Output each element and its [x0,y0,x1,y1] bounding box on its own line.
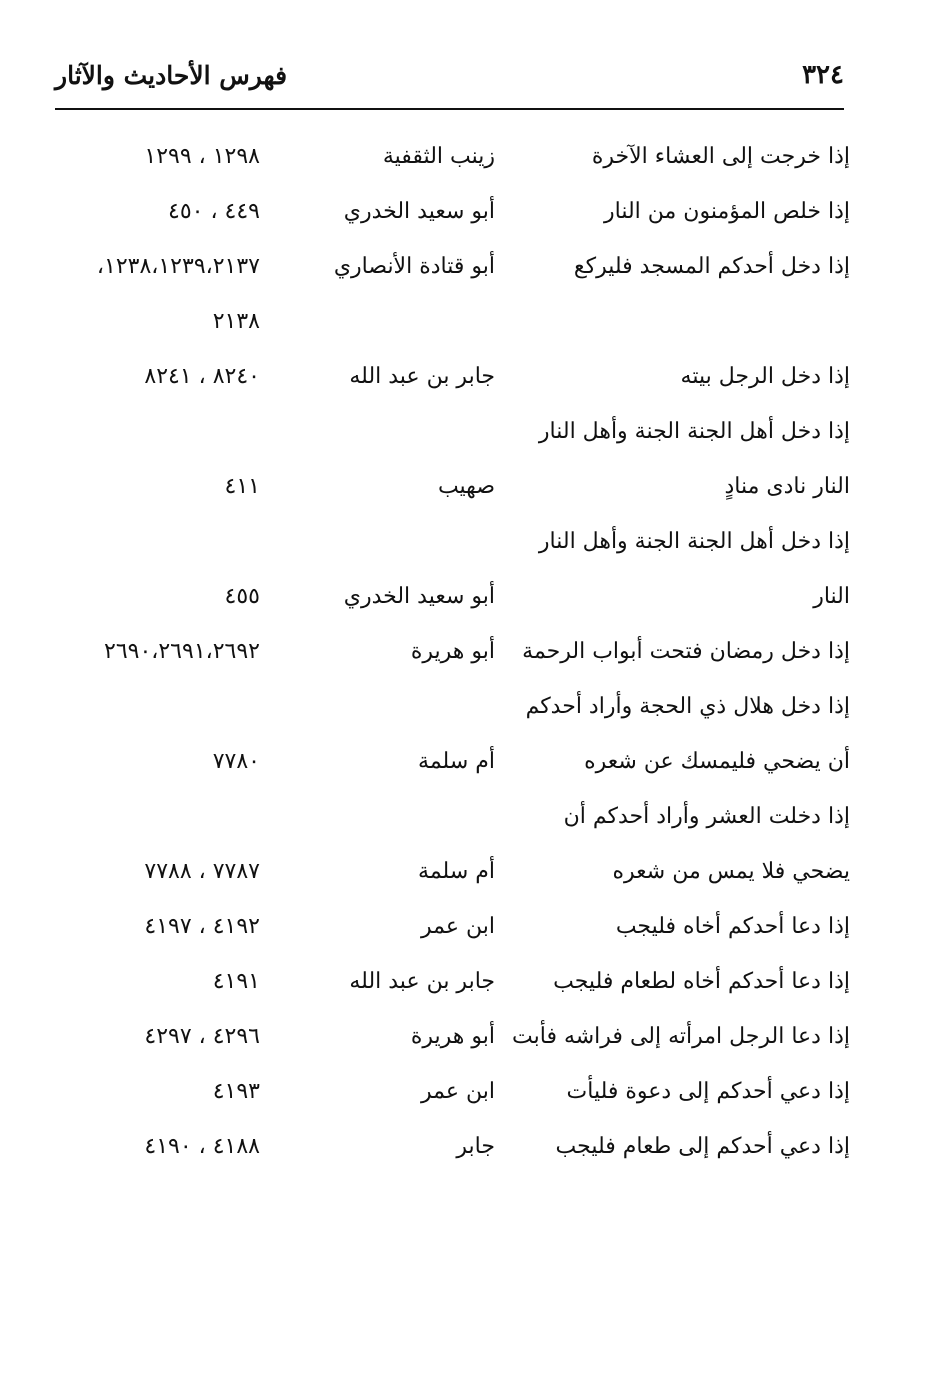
reference-numbers: ٤١٩٣ [212,1079,260,1104]
reference-numbers: ٤١٨٨ ، ٤١٩٠ [144,1134,260,1159]
index-entry [0,736,932,791]
narrator-name: أم سلمة [418,859,495,884]
page-number: ٣٢٤ [802,60,844,90]
index-entry [0,1121,932,1176]
index-entry [0,516,932,571]
hadith-text: إذا خرجت إلى العشاء الآخرة [591,144,850,169]
narrator-name: صهيب [437,474,495,499]
narrator-name: زينب الثقفية [382,144,495,169]
header-rule [55,108,844,110]
hadith-text: إذا دخل أهل الجنة الجنة وأهل النار [538,529,850,554]
index-entry [0,846,932,901]
index-entry [0,571,932,626]
index-entry [0,901,932,956]
page-header [55,52,844,98]
hadith-text: إذا دخل أحدكم المسجد فليركع [573,254,850,279]
reference-numbers: ٧٧٨٠ [212,749,260,774]
reference-numbers: ٤١٩١ [212,969,260,994]
index-list [0,131,932,1176]
reference-numbers: ٤٤٩ ، ٤٥٠ [168,199,260,224]
index-entry [0,131,932,186]
hadith-text: إذا دخلت العشر وأراد أحدكم أن [563,804,850,829]
hadith-text: إذا دخل هلال ذي الحجة وأراد أحدكم [525,694,850,719]
hadith-text: إذا دخل رمضان فتحت أبواب الرحمة [522,639,850,664]
narrator-name: جابر [456,1134,495,1159]
index-entry [0,791,932,846]
narrator-name: أبو قتادة الأنصاري [333,254,495,279]
narrator-name: أبو هريرة [410,639,495,664]
reference-numbers: ٤١٩٢ ، ٤١٩٧ [144,914,260,939]
hadith-text: يضحي فلا يمس من شعره [612,859,850,884]
index-entry [0,406,932,461]
hadith-text: النار نادى منادٍ [724,474,850,499]
running-title: فهرس الأحاديث والآثار [55,60,288,90]
reference-numbers: ٢٦٩٠،٢٦٩١،٢٦٩٢ [104,639,260,664]
reference-numbers: ٢١٣٨ [212,309,260,334]
narrator-name: ابن عمر [421,914,495,939]
reference-numbers: ١٢٣٨،١٢٣٩،٢١٣٧، [96,254,260,279]
narrator-name: جابر بن عبد الله [349,969,495,994]
reference-numbers: ١٢٩٨ ، ١٢٩٩ [144,144,260,169]
narrator-name: أبو سعيد الخدري [343,584,495,609]
hadith-text: إذا دعا أحدكم أخاه لطعام فليجب [553,969,850,994]
reference-numbers: ٧٧٨٧ ، ٧٧٨٨ [144,859,260,884]
index-entry [0,681,932,736]
narrator-name: أبو سعيد الخدري [343,199,495,224]
index-entry [0,956,932,1011]
hadith-text: إذا دعي أحدكم إلى دعوة فليأت [566,1079,850,1104]
index-entry [0,186,932,241]
index-entry [0,461,932,516]
hadith-text: إذا دعا أحدكم أخاه فليجب [615,914,850,939]
hadith-text: إذا دخل الرجل بيته [680,364,850,389]
index-entry [0,351,932,406]
index-entry [0,1066,932,1121]
index-entry [0,296,932,351]
narrator-name: أبو هريرة [410,1024,495,1049]
hadith-text: إذا دعا الرجل امرأته إلى فراشه فأبت [512,1024,850,1049]
reference-numbers: ٤٥٥ [224,584,260,609]
hadith-text: إذا دخل أهل الجنة الجنة وأهل النار [538,419,850,444]
reference-numbers: ٤١١ [224,474,260,499]
narrator-name: جابر بن عبد الله [349,364,495,389]
hadith-text: إذا دعي أحدكم إلى طعام فليجب [555,1134,850,1159]
index-entry [0,626,932,681]
hadith-text: أن يضحي فليمسك عن شعره [584,749,850,774]
narrator-name: أم سلمة [418,749,495,774]
index-entry [0,1011,932,1066]
narrator-name: ابن عمر [421,1079,495,1104]
hadith-text: إذا خلص المؤمنون من النار [604,199,850,224]
index-entry [0,241,932,296]
hadith-text: النار [813,584,850,609]
reference-numbers: ٨٢٤٠ ، ٨٢٤١ [144,364,260,389]
reference-numbers: ٤٢٩٦ ، ٤٢٩٧ [144,1024,260,1049]
